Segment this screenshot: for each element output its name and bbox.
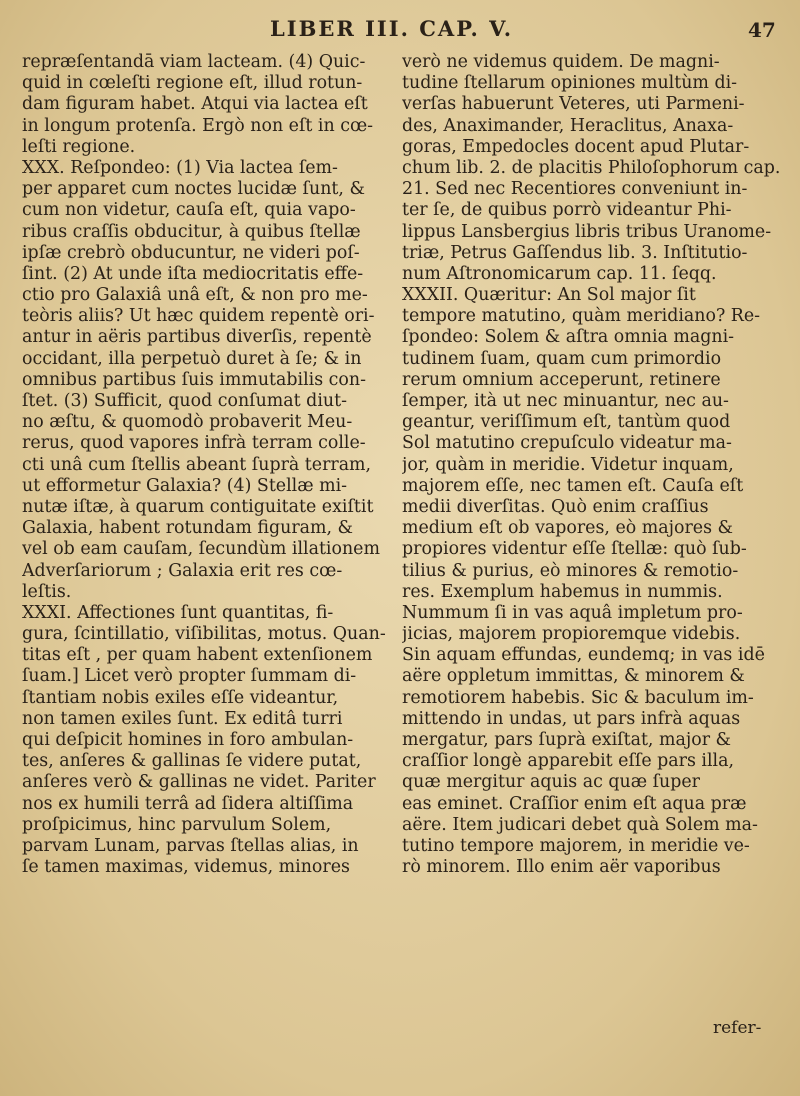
text-line: tudinem ſuam, quam cum primordio: [402, 348, 722, 369]
text-line: aëre oppletum immittas, & minorem &: [402, 666, 745, 687]
text-line: in longum protenſa. Ergò non eſt in cœ-: [22, 115, 374, 136]
text-line: num Aſtronomicarum cap. 11. ſeqq.: [402, 263, 717, 284]
text-line: tilius & purius, eò minores & remotio-: [402, 560, 739, 581]
text-line: lippus Lansbergius libris tribus Uranome-: [402, 221, 772, 242]
text-line: Sin aquam effundas, eundemq; in vas idē: [402, 645, 765, 666]
text-line: ſe tamen maximas, videmus, minores: [22, 857, 350, 878]
text-line: anſeres verò & gallinas ne videt. Pariter: [22, 772, 376, 793]
text-line: non tamen exiles ſunt. Ex editâ turri: [22, 708, 343, 729]
text-line: ſtantiam nobis exiles eſſe videantur,: [22, 687, 339, 708]
text-line: leſti regione.: [22, 136, 136, 157]
left-text-column: [22, 52, 388, 878]
text-line: majorem eſſe, nec tamen eſt. Cauſa eſt: [402, 475, 744, 496]
text-line: repræſentandā viam lacteam. (4) Quic-: [22, 52, 366, 72]
text-line: goras, Empedocles docent apud Plutar-: [402, 136, 750, 157]
text-line: cum non videtur, cauſa eſt, quia vapo-: [22, 200, 356, 221]
text-line: medium eſt ob vapores, eò majores &: [402, 518, 733, 539]
text-line: Nummum ſi in vas aquâ impletum pro-: [402, 602, 743, 623]
text-line: geantur, veriſſimum eſt, tantùm quod: [402, 412, 731, 433]
text-line: remotiorem habebis. Sic & baculum im-: [402, 687, 754, 708]
text-line: triæ, Petrus Gaſſendus lib. 3. Inſtitutio-: [402, 242, 748, 263]
text-line: craſſior longè apparebit eſſe pars illa,: [402, 751, 735, 772]
text-line: titas eſt , per quam habent extenſionem: [22, 645, 373, 666]
text-line: mergatur, pars ſuprà exiſtat, major &: [402, 730, 732, 750]
text-line: mittendo in undas, ut pars infrà aquas: [402, 708, 741, 729]
text-line: aëre. Item judicari debet quà Solem ma-: [402, 814, 758, 835]
text-line: ut efformetur Galaxia? (4) Stellæ mi-: [22, 475, 348, 496]
text-line: vel ob eam cauſam, ſecundùm illationem: [22, 539, 380, 560]
text-line: teòris aliis? Ut hæc quidem repentè ori-: [22, 306, 375, 327]
text-line: tutino tempore majorem, in meridie ve-: [402, 835, 750, 856]
text-line: per apparet cum noctes lucidæ ſunt, &: [22, 179, 365, 200]
text-line: medii diverſitas. Quò enim craſſius: [402, 496, 709, 517]
text-line: parvam Lunam, parvas ſtellas alias, in: [22, 835, 359, 856]
text-line: XXX. Reſpondeo: (1) Via lactea ſem-: [22, 157, 338, 178]
running-head: LIBER III. CAP. V.: [270, 16, 514, 41]
text-line: quæ mergitur aquis ac quæ ſuper: [402, 772, 700, 793]
text-line: tempore matutino, quàm meridiano? Re-: [402, 306, 761, 327]
page-number: 47: [748, 18, 776, 42]
text-line: res. Exemplum habemus in nummis.: [402, 581, 723, 602]
text-line: jicias, majorem propioremque videbis.: [402, 624, 741, 645]
text-line: leſtis.: [22, 581, 72, 602]
text-line: ctio pro Galaxiâ unâ eſt, & non pro me-: [22, 285, 368, 306]
text-line: rerum omnium acceperunt, retinere: [402, 369, 721, 390]
page-header: [0, 10, 800, 46]
text-line: tudine ſtellarum opiniones multùm di-: [402, 73, 738, 94]
text-line: ipſæ crebrò obducuntur, ne videri poſ-: [22, 242, 360, 263]
text-line: 21. Sed nec Recentiores conveniunt in-: [402, 179, 748, 200]
text-line: no æſtu, & quomodò probaverit Meu-: [22, 412, 353, 433]
text-line: ſtet. (3) Sufficit, quod conſumat diut-: [22, 391, 347, 411]
text-line: chum lib. 2. de placitis Philoſophorum cap.: [402, 157, 781, 178]
text-line: des, Anaximander, Heraclitus, Anaxa-: [402, 115, 734, 136]
text-line: eas eminet. Craſſior enim eſt aqua præ: [402, 793, 747, 814]
text-line: rerus, quod vapores infrà terram colle-: [22, 433, 366, 454]
text-line: rò minorem. Illo enim aër vaporibus: [402, 857, 721, 878]
text-line: propiores videntur eſſe ſtellæ: quò ſub-: [402, 539, 747, 560]
text-line: ſuam.] Licet verò propter ſummam di-: [22, 666, 357, 687]
text-line: ſpondeo: Solem & aſtra omnia magni-: [402, 327, 735, 348]
text-line: jor, quàm in meridie. Videtur inquam,: [402, 454, 734, 475]
text-line: gura, ſcintillatio, viſibilitas, motus. Quan-: [22, 624, 386, 645]
text-line: dam figuram habet. Atqui via lactea eſt: [22, 94, 368, 115]
text-line: ter ſe, de quibus porrò videantur Phi-: [402, 200, 732, 221]
text-line: quid in cœleſti regione eſt, illud rotun-: [22, 73, 363, 94]
text-line: Sol matutino crepuſculo videatur ma-: [402, 433, 732, 454]
text-line: nutæ iſtæ, à quarum contiguitate exiſtit: [22, 496, 374, 517]
text-line: verò ne videmus quidem. De magni-: [402, 52, 720, 72]
catchword: refer-: [713, 1018, 762, 1038]
text-line: proſpicimus, hinc parvulum Solem,: [22, 814, 332, 835]
text-line: cti unâ cum ſtellis abeant ſuprà terram,: [22, 454, 372, 475]
text-line: Adverſariorum ; Galaxia erit res cœ-: [22, 560, 343, 581]
text-line: omnibus partibus ſuis immutabilis con-: [22, 369, 366, 390]
text-line: occidant, illa perpetuò duret à ſe; & in: [22, 348, 362, 369]
right-text-column: [402, 52, 786, 878]
text-line: ſemper, ità ut nec minuantur, nec au-: [402, 391, 729, 411]
text-line: nos ex humili terrâ ad ſidera altiſſima: [22, 793, 354, 814]
text-line: qui deſpicit homines in foro ambulan-: [22, 730, 354, 750]
text-line: antur in aëris partibus diverſis, repentè: [22, 327, 372, 348]
text-line: tes, anſeres & gallinas ſe videre putat,: [22, 751, 362, 772]
text-line: XXXII. Quæritur: An Sol major ſit: [402, 285, 696, 306]
text-line: Galaxia, habent rotundam figuram, &: [22, 518, 354, 539]
text-line: verſas habuerunt Veteres, uti Parmeni-: [402, 94, 745, 115]
text-line: ribus craſſis obducitur, à quibus ſtellæ: [22, 221, 361, 242]
text-line: ſint. (2) At unde iſta mediocritatis effe-: [22, 263, 364, 284]
text-line: XXXI. Affectiones ſunt quantitas, fi-: [22, 602, 334, 623]
